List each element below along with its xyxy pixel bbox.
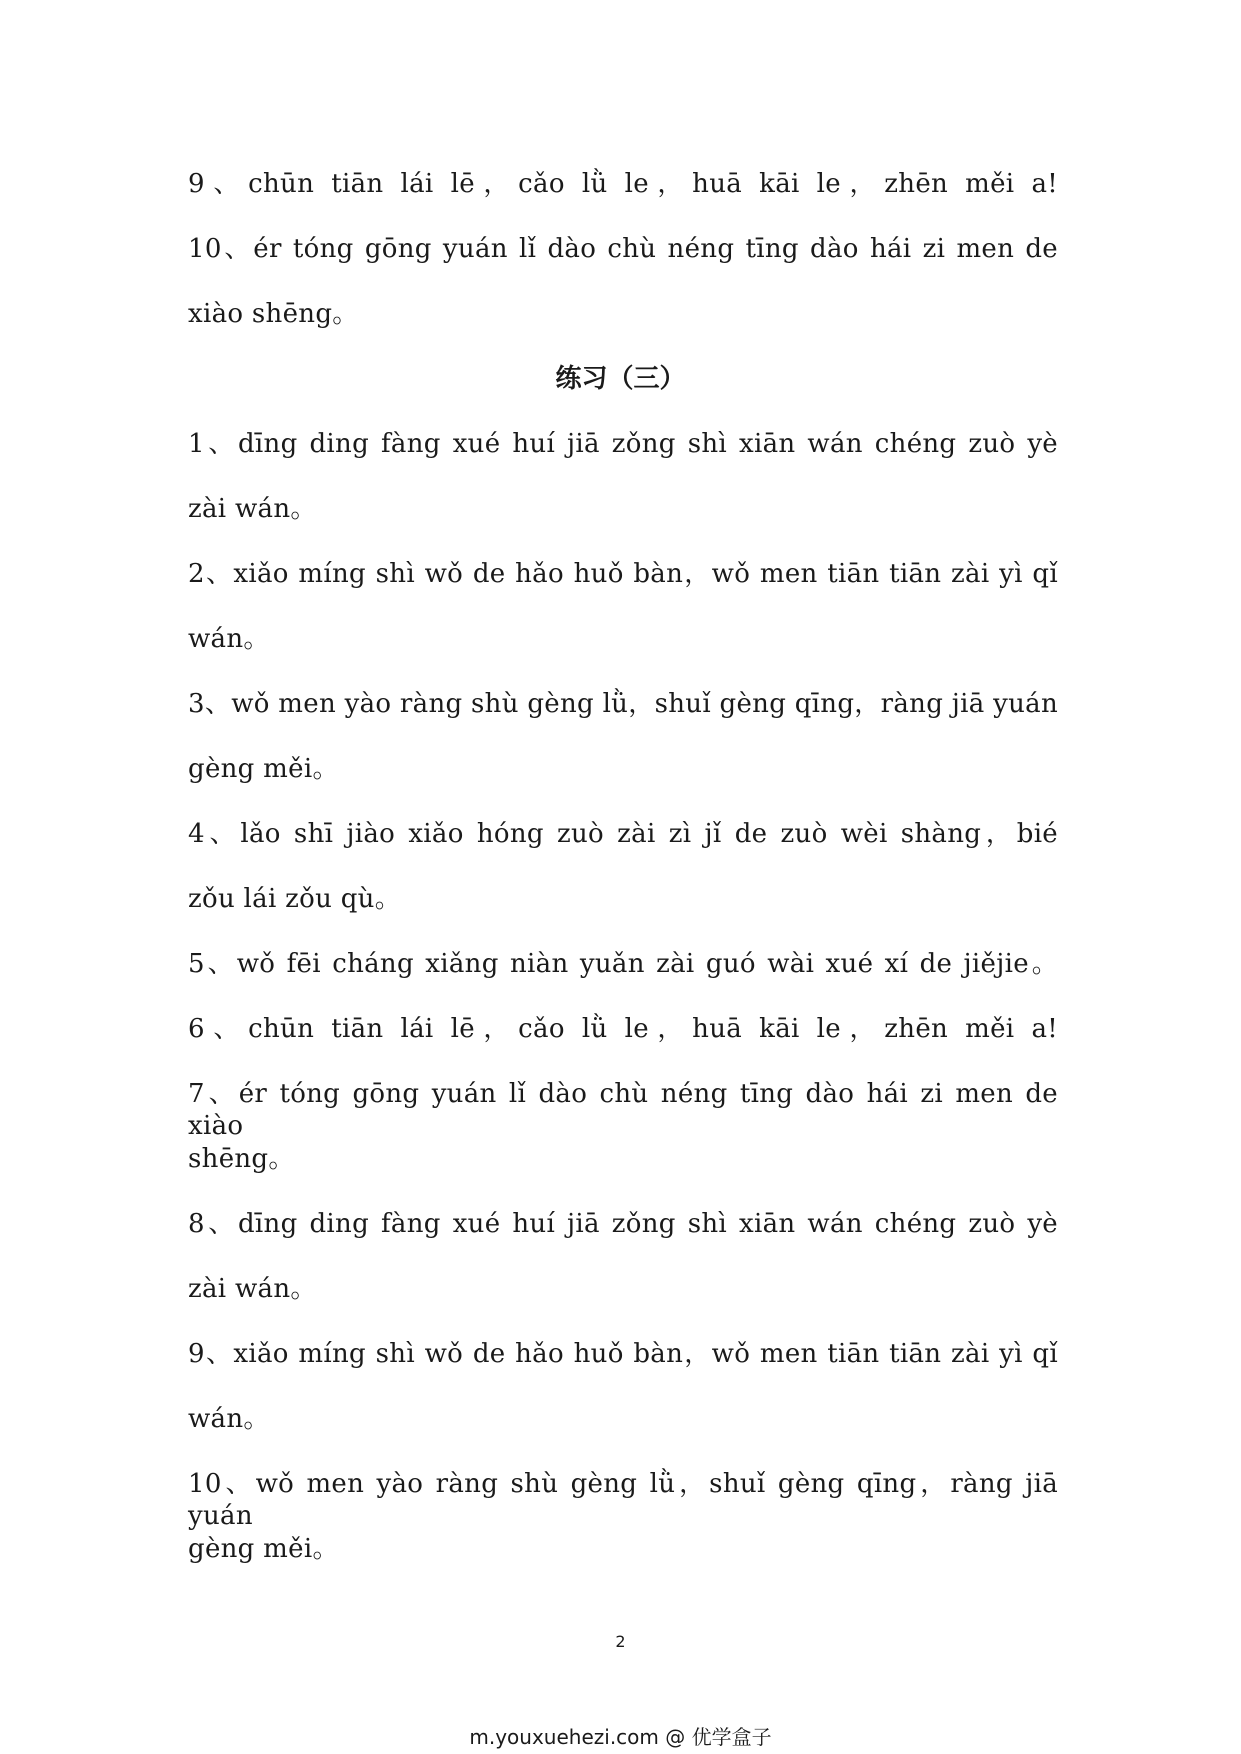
exercise-line: 8、dīng ding fàng xué huí jiā zǒng shì xiān wán chéng zuò yè — [188, 1209, 1058, 1239]
exercise-line: 1、dīng ding fàng xué huí jiā zǒng shì xiān wán chéng zuò yè — [188, 429, 1058, 459]
exercise-line: 5、wǒ fēi cháng xiǎng niàn yuǎn zài guó wài xué xí de jiějie。 — [188, 949, 1058, 979]
exercise-line: 9、chūn tiān lái lē，cǎo lǜ le，huā kāi le，zhēn měi a! — [188, 169, 1058, 199]
exercise-line: 6、chūn tiān lái lē，cǎo lǜ le，huā kāi le，zhēn měi a! — [188, 1014, 1058, 1044]
exercise-line: 7、ér tóng gōng yuán lǐ dào chù néng tīng dào hái zi men de xiào — [188, 1079, 1058, 1141]
exercise-line-continuation: gèng měi。 — [188, 1534, 339, 1564]
footer-watermark: m.youxuehezi.com @ 优学盒子 — [469, 1725, 772, 1749]
exercise-line-continuation: zǒu lái zǒu qù。 — [188, 884, 402, 914]
exercise-line: 2、xiǎo míng shì wǒ de hǎo huǒ bàn，wǒ men tiān tiān zài yì qǐ — [188, 559, 1058, 589]
exercise-line-continuation: wán。 — [188, 624, 270, 654]
page-number: 2 — [615, 1632, 626, 1651]
exercise-line: 4、lǎo shī jiào xiǎo hóng zuò zài zì jǐ de zuò wèi shàng，bié — [188, 819, 1058, 849]
section-heading: 练习（三） — [555, 364, 686, 394]
exercise-line-continuation: zài wán。 — [188, 494, 317, 524]
exercise-line: 9、xiǎo míng shì wǒ de hǎo huǒ bàn，wǒ men tiān tiān zài yì qǐ — [188, 1339, 1058, 1369]
exercise-line-continuation: xiào shēng。 — [188, 299, 359, 329]
exercise-line-continuation: zài wán。 — [188, 1274, 317, 1304]
exercise-line: 10、wǒ men yào ràng shù gèng lǜ，shuǐ gèng qīng，ràng jiā yuán — [188, 1469, 1058, 1531]
exercise-line-continuation: shēng。 — [188, 1144, 295, 1174]
exercise-line-continuation: gèng měi。 — [188, 754, 339, 784]
exercise-line: 3、wǒ men yào ràng shù gèng lǜ，shuǐ gèng qīng，ràng jiā yuán — [188, 689, 1058, 719]
exercise-line: 10、ér tóng gōng yuán lǐ dào chù néng tīng dào hái zi men de — [188, 234, 1058, 264]
exercise-line-continuation: wán。 — [188, 1404, 270, 1434]
